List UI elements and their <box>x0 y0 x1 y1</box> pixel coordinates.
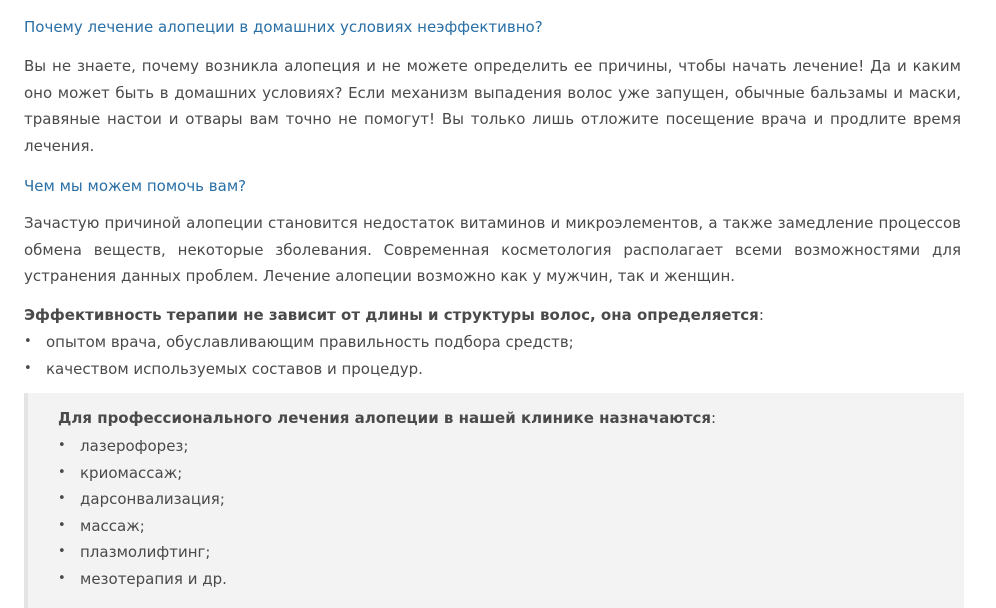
bullet-icon: • <box>58 517 66 533</box>
clinic-lead <box>58 408 716 428</box>
effectiveness-lead-colon: : <box>758 306 764 324</box>
clinic-lead-colon: : <box>711 409 717 427</box>
list-item-text: мезотерапия и др. <box>80 569 227 588</box>
bullet-icon: • <box>58 438 66 453</box>
list-item-text: качеством используемых составов и процедур. <box>46 359 423 378</box>
section-heading-how-we-help: Чем мы можем помочь вам? <box>24 177 247 195</box>
bullet-icon: • <box>24 360 32 376</box>
bullet-icon: • <box>58 544 66 559</box>
bullet-icon: • <box>58 491 66 506</box>
paragraph-how-we-help: Зачастую причиной алопеции становится недостаток витаминов и микроэлементов, а также замедление процессов обмена веществ, некоторые зболевания. Современная косметология располагает всеми возможностями для устранения данных проблем. Лечение алопеции возможно как у мужчин, так и женщин. <box>24 214 961 285</box>
clinic-lead-bold: Для профессионального лечения алопеции в нашей клинике назначаются <box>58 409 711 427</box>
list-item-text: опытом врача, обуславливающим правильность подбора средств; <box>46 333 574 351</box>
bullet-icon: • <box>58 464 66 480</box>
list-item-text: криомассаж; <box>80 463 183 482</box>
list-item-text: дарсонвализация; <box>80 490 225 508</box>
bullet-icon: • <box>24 334 32 349</box>
list-item-text: лазерофорез; <box>80 437 189 455</box>
effectiveness-lead <box>24 305 764 325</box>
bullet-icon: • <box>58 570 66 586</box>
effectiveness-lead-bold: Эффективность терапии не зависит от длины и структуры волос, она определяется <box>24 306 759 324</box>
list-item-text: плазмолифтинг; <box>80 543 211 561</box>
paragraph-home-treatment: Вы не знаете, почему возникла алопеция и не можете определить ее причины, чтобы начать лечение! Да и каким оно может быть в домашних условиях? Если механизм выпадения волос уже запущен, обычные бальзамы и маски, травяные настои и отвары вам точно не помогут! Вы только лишь отложите посещение врача и продлите время лечения. <box>24 57 961 155</box>
section-heading-home-treatment: Почему лечение алопеции в домашних условиях неэффективно? <box>24 18 543 36</box>
clinic-procedures-blockquote <box>24 393 964 608</box>
list-item-text: массаж; <box>80 516 145 535</box>
